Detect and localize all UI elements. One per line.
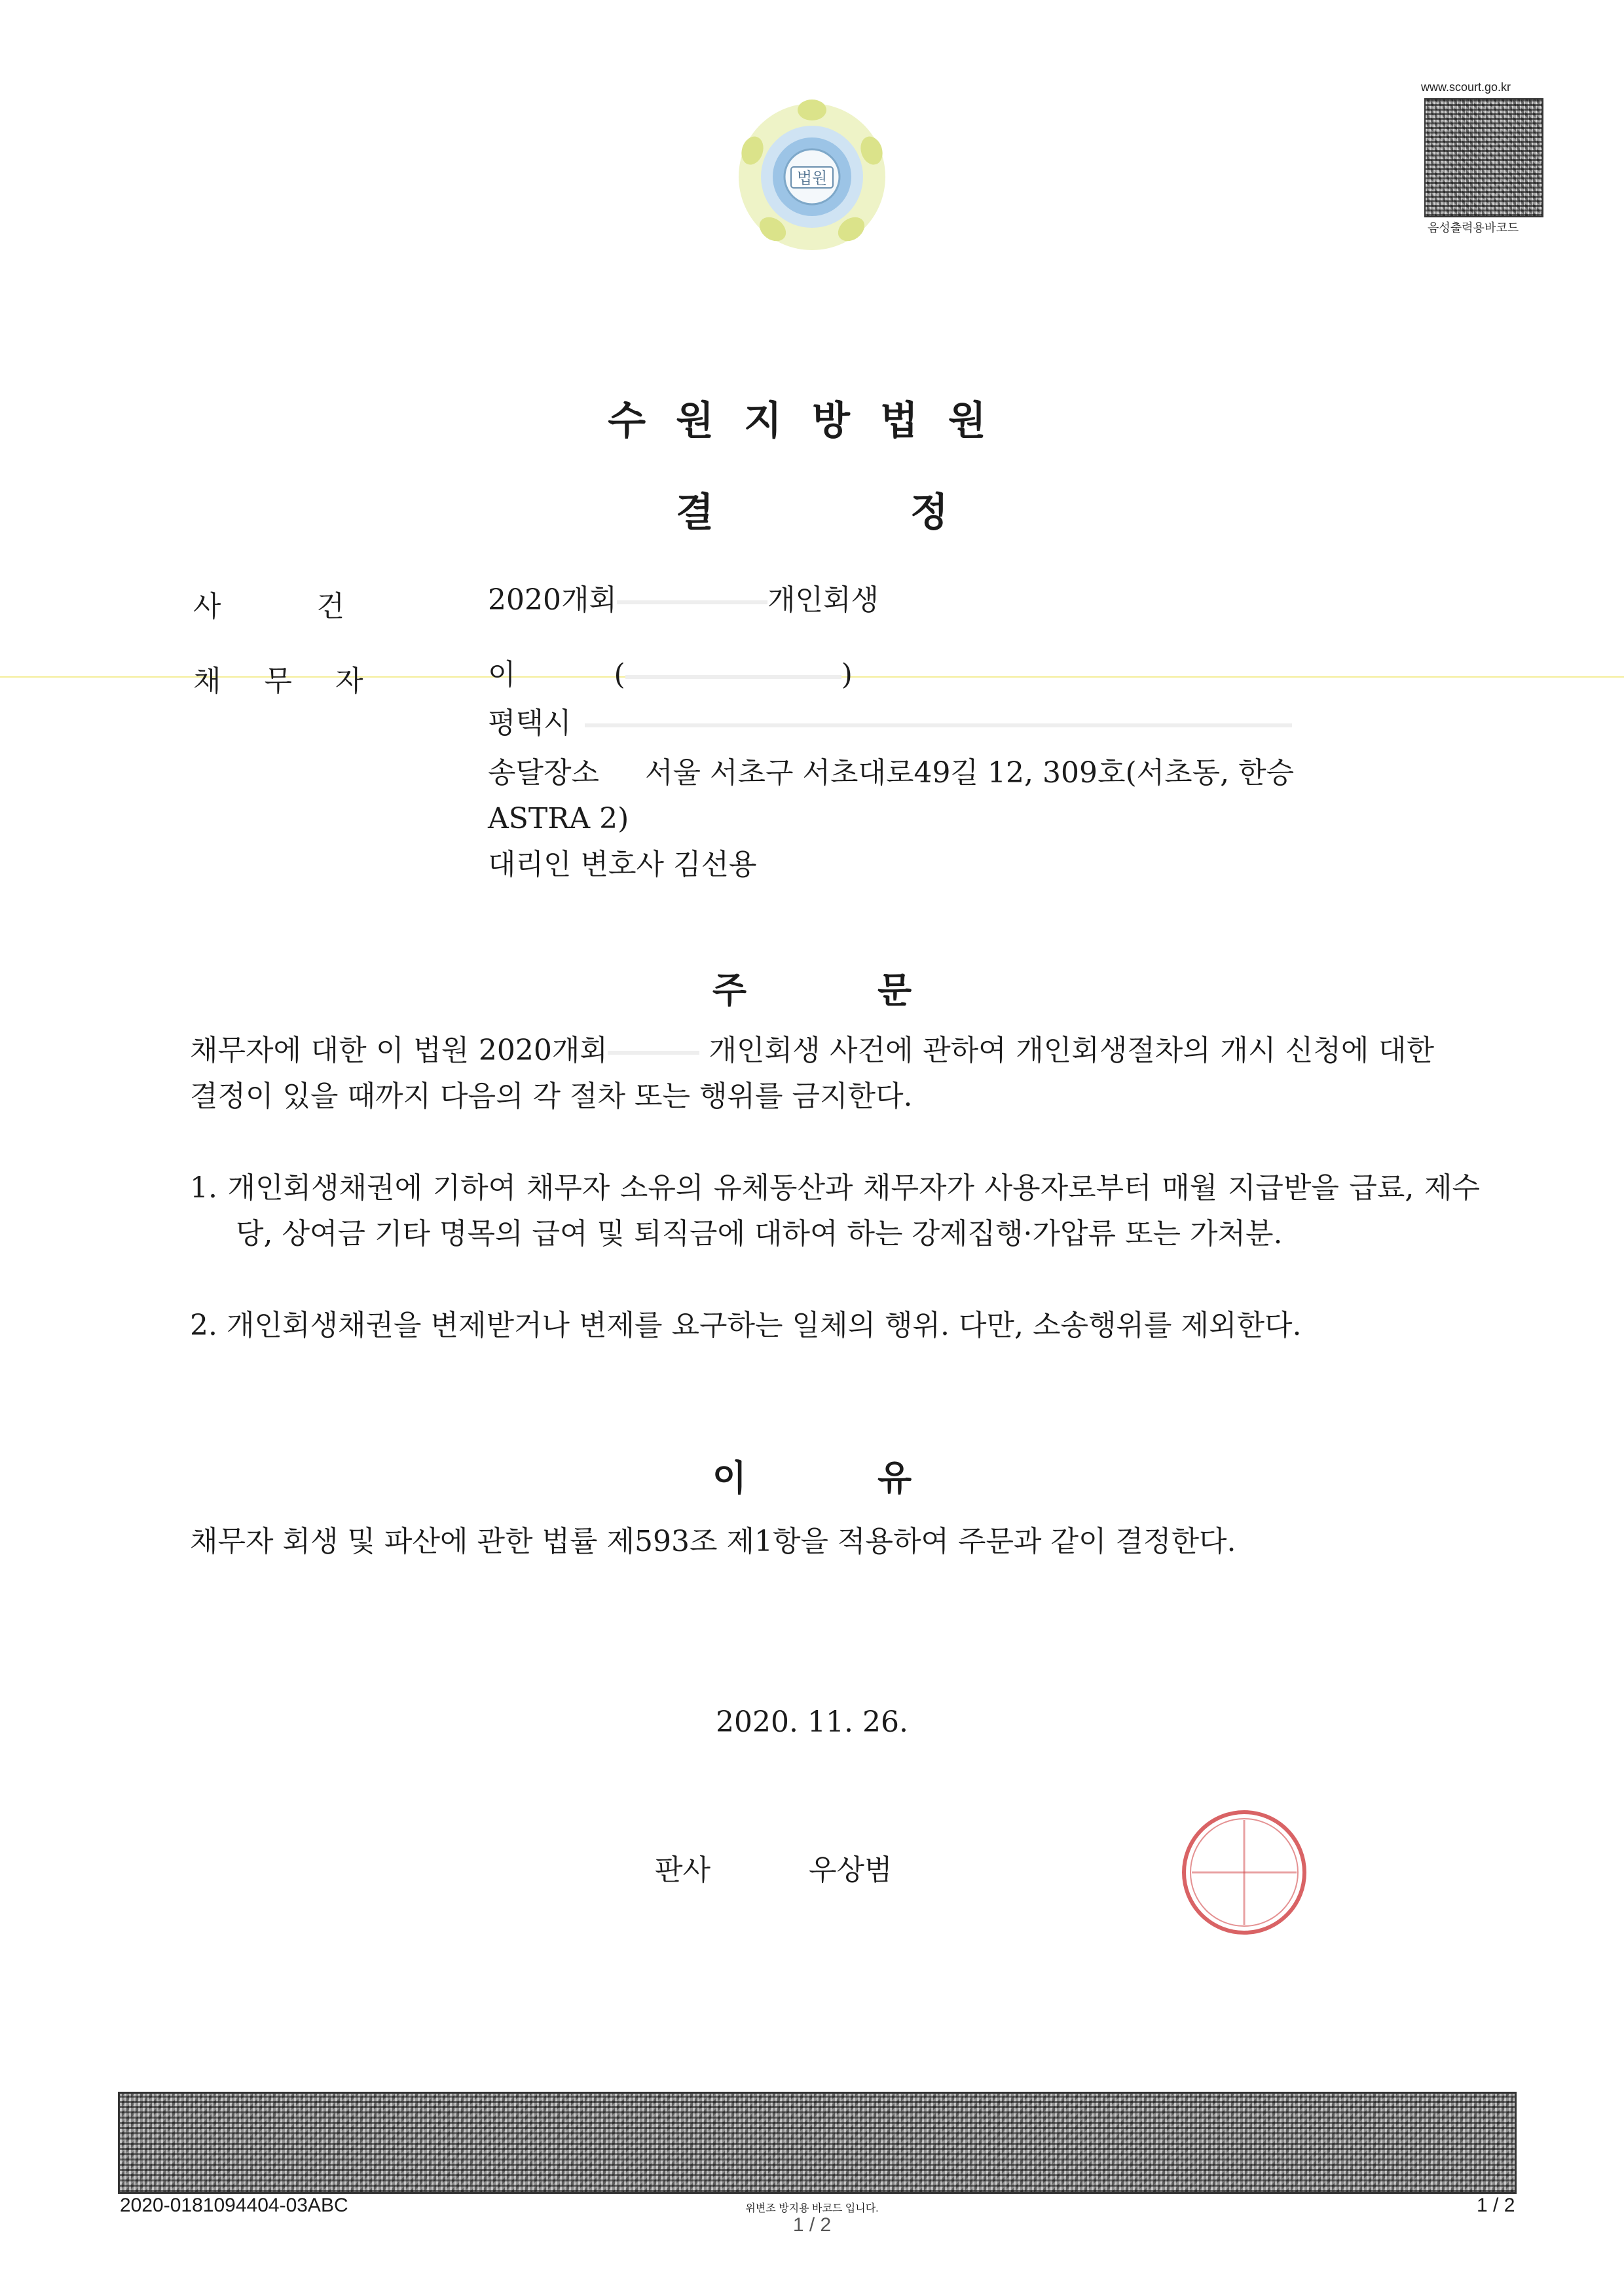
case-type: 개인회생 <box>767 583 879 617</box>
decision-date: 2020. 11. 26. <box>716 1705 908 1739</box>
debtor-address <box>488 701 1292 746</box>
judge-name: 우상범 <box>809 1853 893 1887</box>
order-intro-part1: 채무자에 대한 이 법원 2020개회 <box>190 1034 608 1067</box>
reason-text: 채무자 회생 및 파산에 관한 법률 제593조 제1항을 적용하여 주문과 같이 결정한다. <box>190 1525 1236 1558</box>
order-item-1: 1. 개인회생채권에 기하여 채무자 소유의 유체동산과 채무자가 사용자로부터 매월 지급받을 급료, 제수당, 상여금 기타 명목의 급여 및 퇴직금에 대하여 하는 강제집행·가압류 또는 가처분. <box>190 1171 1480 1250</box>
order-item-2: 2. 개인회생채권을 변제받거나 변제를 요구하는 일체의 행위. 다만, 소송행위를 제외한다. <box>190 1309 1302 1342</box>
page-number-center: 1 / 2 <box>792 2214 832 2236</box>
redacted-mark <box>625 675 841 679</box>
court-emblem-icon <box>733 98 891 255</box>
qr-url: www.scourt.go.kr <box>1421 81 1511 94</box>
debtor-line <box>488 652 853 698</box>
anti-forgery-barcode <box>118 2092 1517 2194</box>
service-address <box>488 750 1431 796</box>
case-label: 사 건 <box>193 590 388 623</box>
judge-title: 판사 <box>655 1853 711 1887</box>
case-number <box>488 577 879 623</box>
service-label: 송달장소 <box>488 756 600 790</box>
debtor-name: 이 <box>488 658 516 691</box>
voice-output-qr-code <box>1424 98 1543 217</box>
debtor-city: 평택시 <box>488 706 572 740</box>
decision-title: 결정 <box>676 490 1145 536</box>
redacted-mark <box>585 723 1292 727</box>
reason-heading: 이유 <box>712 1457 1043 1499</box>
service-address-line2: ASTRA 2) <box>488 802 629 835</box>
order-heading: 주문 <box>712 969 1043 1011</box>
emblem-text: 법원 <box>796 169 828 187</box>
agent: 대리인 변호사 김선용 <box>488 848 757 881</box>
document-number: 2020-0181094404-03ABC <box>120 2195 348 2216</box>
page-number-right: 1 / 2 <box>1477 2195 1515 2216</box>
debtor-paren-close: ) <box>841 658 853 691</box>
judge-seal-icon <box>1179 1807 1310 1938</box>
order-intro-part2: 개인회생 사건에 관하여 개인회생절차의 개시 신청에 대한 결정이 있을 때까지 다음의 각 절차 또는 행위를 금지한다. <box>190 1034 1435 1113</box>
service-address-line1: 서울 서초구 서초대로49길 12, 309호(서초동, 한승 <box>645 756 1295 790</box>
qr-caption: 음성출력용바코드 <box>1428 221 1519 234</box>
redacted-mark <box>617 600 767 604</box>
redacted-mark <box>608 1051 699 1055</box>
case-number-text: 2020개회 <box>488 583 617 617</box>
court-title: 수원지방법원 <box>608 398 1016 444</box>
debtor-paren-open: ( <box>614 658 625 691</box>
barcode-note: 위변조 방지용 바코드 입니다. <box>745 2203 879 2214</box>
order-intro <box>190 1028 1434 1120</box>
debtor-label: 채무자 <box>193 665 407 698</box>
